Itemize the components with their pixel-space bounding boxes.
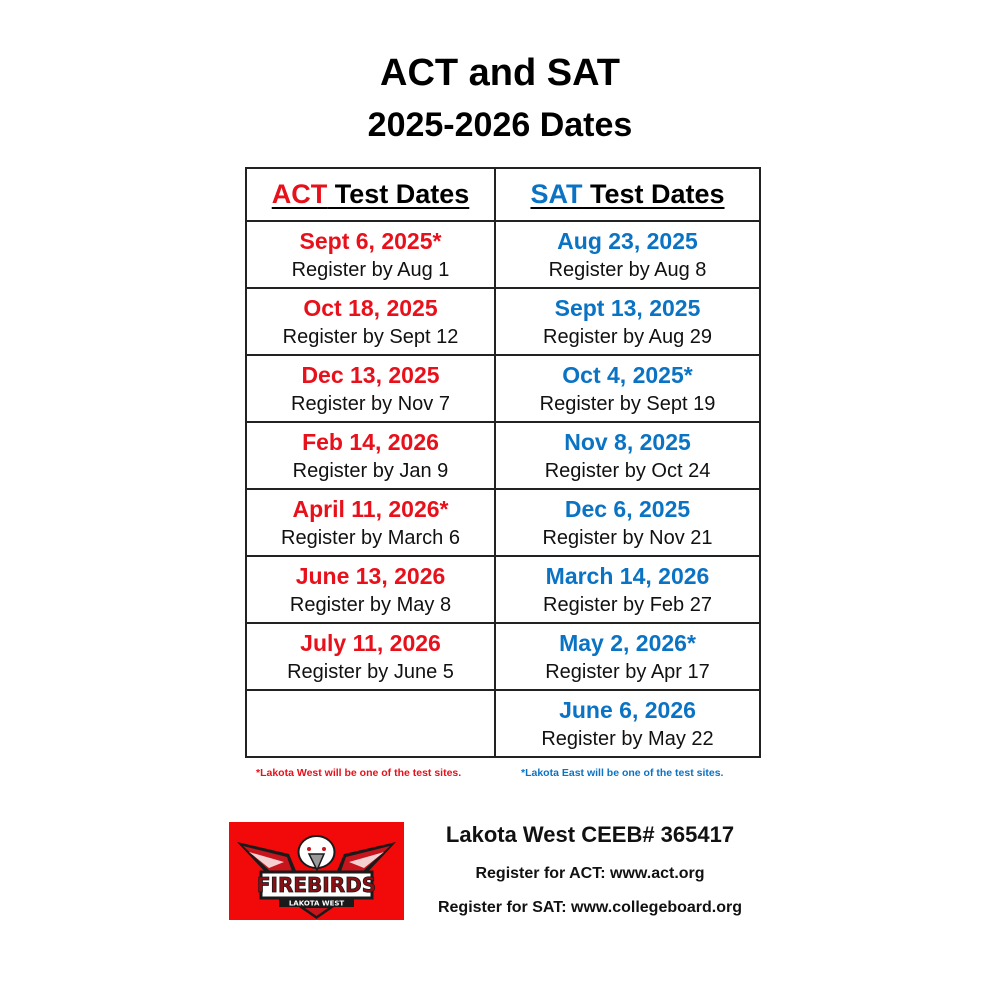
table-row: [246, 623, 760, 690]
sat-footnote: *Lakota East will be one of the test sites.: [521, 767, 724, 779]
act-column-header: ACT Test Dates: [246, 168, 495, 221]
table-row: [246, 422, 760, 489]
act-date-cell: June 13, 2026 Register by May 8: [246, 556, 495, 623]
table-row: [246, 690, 760, 757]
svg-text:FIREBIRDS: FIREBIRDS: [256, 873, 377, 897]
page-title: ACT and SAT: [380, 52, 620, 94]
table-row: [246, 355, 760, 422]
table-row: [246, 288, 760, 355]
table-row: [246, 221, 760, 288]
act-date-cell: July 11, 2026 Register by June 5: [246, 623, 495, 690]
sat-date-cell: Nov 8, 2025 Register by Oct 24: [495, 422, 760, 489]
act-date-cell: Feb 14, 2026 Register by Jan 9: [246, 422, 495, 489]
sat-date-cell: Aug 23, 2025 Register by Aug 8: [495, 221, 760, 288]
sat-date-cell: Dec 6, 2025 Register by Nov 21: [495, 489, 760, 556]
sat-date-cell: Oct 4, 2025* Register by Sept 19: [495, 355, 760, 422]
sat-column-header: SAT Test Dates: [495, 168, 760, 221]
act-date-cell: Sept 6, 2025* Register by Aug 1: [246, 221, 495, 288]
page-subtitle: 2025-2026 Dates: [367, 106, 633, 144]
firebirds-logo: [229, 822, 404, 920]
ceeb-code: Lakota West CEEB# 365417: [445, 822, 735, 847]
table-row: [246, 556, 760, 623]
test-dates-table: [245, 167, 761, 758]
act-footnote: *Lakota West will be one of the test sites.: [256, 767, 462, 779]
act-register-link[interactable]: Register for ACT: www.act.org: [475, 865, 705, 882]
table-row: [246, 489, 760, 556]
table-header-row: [246, 168, 760, 221]
act-date-cell: April 11, 2026* Register by March 6: [246, 489, 495, 556]
eagle-mascot-icon: [229, 822, 404, 920]
act-date-cell: Dec 13, 2025 Register by Nov 7: [246, 355, 495, 422]
sat-register-link[interactable]: Register for SAT: www.collegeboard.org: [437, 899, 743, 916]
act-date-cell: Oct 18, 2025 Register by Sept 12: [246, 288, 495, 355]
act-date-cell-empty: [246, 690, 495, 757]
sat-date-cell: May 2, 2026* Register by Apr 17: [495, 623, 760, 690]
svg-text:LAKOTA WEST: LAKOTA WEST: [288, 899, 345, 908]
sat-date-cell: March 14, 2026 Register by Feb 27: [495, 556, 760, 623]
sat-date-cell: June 6, 2026 Register by May 22: [495, 690, 760, 757]
sat-date-cell: Sept 13, 2025 Register by Aug 29: [495, 288, 760, 355]
